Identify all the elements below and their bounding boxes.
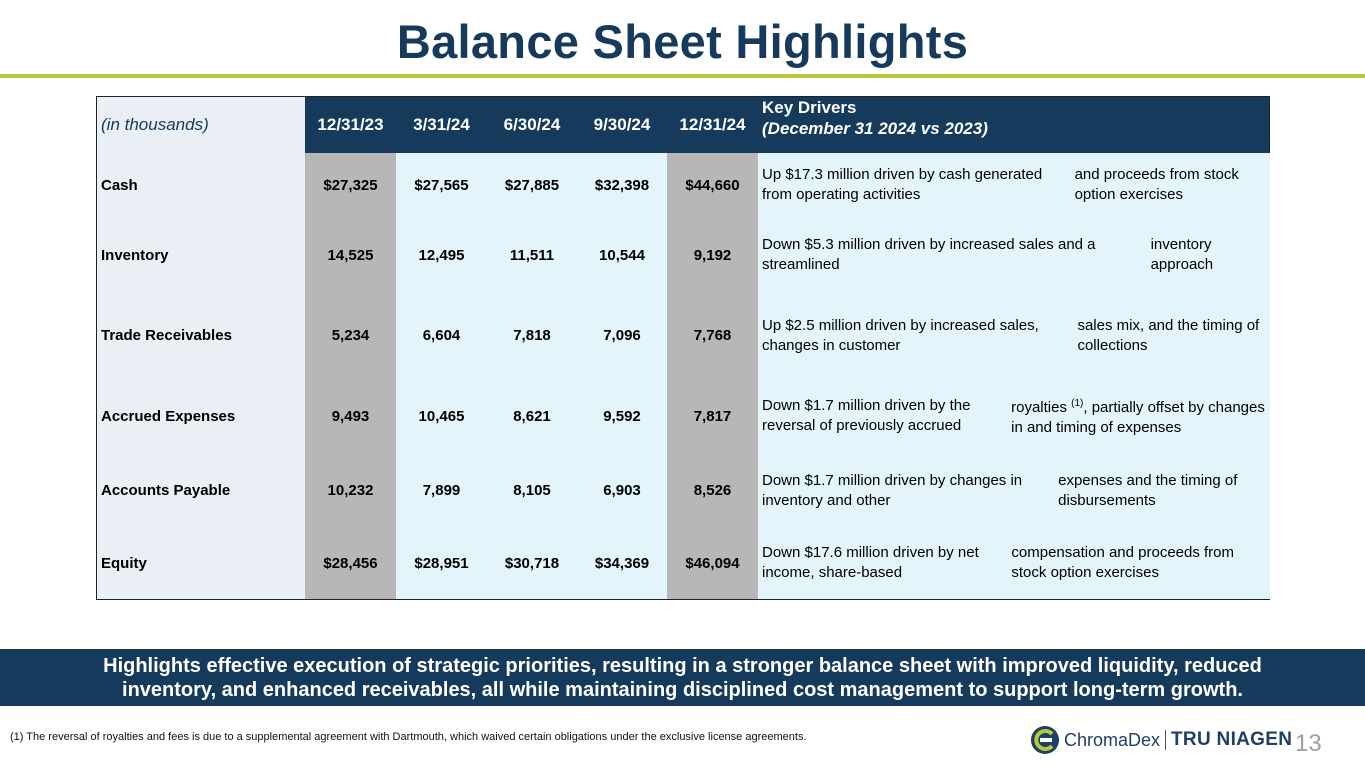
page-title: Balance Sheet Highlights <box>396 15 969 68</box>
row-label: Cash <box>97 153 305 217</box>
cell-value: 8,621 <box>487 378 577 454</box>
cell-value: 10,544 <box>577 217 667 293</box>
summary-banner <box>0 649 1365 706</box>
table-row <box>97 378 1269 454</box>
banner-line: Highlights effective execution of strategic priorities, resulting in a stronger balance sheet with improved liquidity, reduced <box>103 655 1262 677</box>
table-row <box>97 217 1269 293</box>
driver-text <box>1011 394 1270 438</box>
cell-value: 11,511 <box>487 217 577 293</box>
logo-divider <box>1165 730 1166 750</box>
unit-label: (in thousands) <box>97 97 305 153</box>
cell-value: 12,495 <box>396 217 487 293</box>
col-header: 9/30/24 <box>593 115 651 134</box>
col-header: 12/31/23 <box>317 115 384 134</box>
drivers-header <box>758 97 1270 153</box>
cell-value: 9,592 <box>577 378 667 454</box>
driver-text: Up $2.5 million driven by increased sales, changes in customer <box>762 316 1039 354</box>
cell-value: 7,817 <box>667 378 758 454</box>
row-label: Inventory <box>97 217 305 293</box>
key-driver <box>758 378 1270 454</box>
col-header: 12/31/24 <box>679 115 746 134</box>
cell-value: $28,456 <box>305 527 396 599</box>
driver-text: sales mix, and the timing of collections <box>1077 316 1260 354</box>
cell-value: $32,398 <box>577 153 667 217</box>
table-row <box>97 527 1269 599</box>
row-label: Accounts Payable <box>97 454 305 527</box>
driver-text: Down $1.7 million driven by changes in inventory and other <box>762 471 1023 509</box>
key-driver <box>758 217 1270 293</box>
driver-text: inventory approach <box>1150 236 1214 273</box>
driver-text: expenses and the timing of disbursements <box>1058 471 1238 509</box>
cell-value: 5,234 <box>305 293 396 378</box>
row-label: Equity <box>97 527 305 599</box>
cell-value: 9,192 <box>667 217 758 293</box>
key-driver <box>758 454 1270 527</box>
key-driver <box>758 153 1270 217</box>
cell-value: 14,525 <box>305 217 396 293</box>
cell-value: $27,325 <box>305 153 396 217</box>
driver-text: and proceeds from stock option exercises <box>1074 166 1239 203</box>
key-driver <box>758 293 1270 378</box>
cell-value: $30,718 <box>487 527 577 599</box>
driver-text: compensation and proceeds from stock option exercises <box>1011 544 1235 581</box>
driver-text: Down $5.3 million driven by increased sales and a streamlined <box>762 236 1096 273</box>
row-label: Trade Receivables <box>97 293 305 378</box>
col-header: 6/30/24 <box>503 115 561 134</box>
key-driver <box>758 527 1270 599</box>
table-row <box>97 454 1269 527</box>
footnote-ref: (1) <box>1071 398 1084 409</box>
brand-product: TRU NIAGEN <box>1171 729 1293 750</box>
cell-value: $46,094 <box>667 527 758 599</box>
footnote: (1) The reversal of royalties and fees is due to a supplemental agreement with Dartmouth, which waived certain obligations under the exclusive license agreements. <box>10 731 807 743</box>
cell-value: 9,493 <box>305 378 396 454</box>
col-header: 3/31/24 <box>413 115 470 134</box>
cell-value: 10,232 <box>305 454 396 527</box>
drivers-title: Key Drivers <box>762 98 857 117</box>
table-row <box>97 153 1269 217</box>
driver-text: Down $1.7 million driven by the reversal of previously accrued <box>762 397 971 434</box>
cell-value: 6,903 <box>577 454 667 527</box>
cell-value: 10,465 <box>396 378 487 454</box>
cell-value: $44,660 <box>667 153 758 217</box>
cell-value: 8,526 <box>667 454 758 527</box>
cell-value: $27,885 <box>487 153 577 217</box>
page-number: 13 <box>1295 730 1322 757</box>
driver-text: Down $17.6 million driven by net income, share-based <box>762 544 979 581</box>
cell-value: 8,105 <box>487 454 577 527</box>
banner-line: inventory, and enhanced receivables, all while maintaining disciplined cost management to support long-term growth. <box>122 679 1243 701</box>
balance-sheet-table <box>96 96 1270 600</box>
cell-value: $34,369 <box>577 527 667 599</box>
cell-value: 7,096 <box>577 293 667 378</box>
table-header <box>97 97 1269 153</box>
driver-text-part: royalties <box>1011 399 1072 416</box>
driver-text-part: , partially offset by changes in and timing of expenses <box>1011 399 1265 436</box>
cell-value: 7,899 <box>396 454 487 527</box>
company-logo <box>1030 725 1292 755</box>
drivers-subtitle: (December 31 2024 vs 2023) <box>762 119 988 138</box>
cell-value: $27,565 <box>396 153 487 217</box>
chromadex-logo-icon <box>1030 725 1060 755</box>
row-label: Accrued Expenses <box>97 378 305 454</box>
cell-value: 6,604 <box>396 293 487 378</box>
table-row <box>97 293 1269 378</box>
brand-name: ChromaDex <box>1064 729 1161 750</box>
cell-value: 7,768 <box>667 293 758 378</box>
title-rule <box>0 74 1365 78</box>
cell-value: 7,818 <box>487 293 577 378</box>
cell-value: $28,951 <box>396 527 487 599</box>
driver-text: Up $17.3 million driven by cash generated from operating activities <box>762 166 1043 203</box>
